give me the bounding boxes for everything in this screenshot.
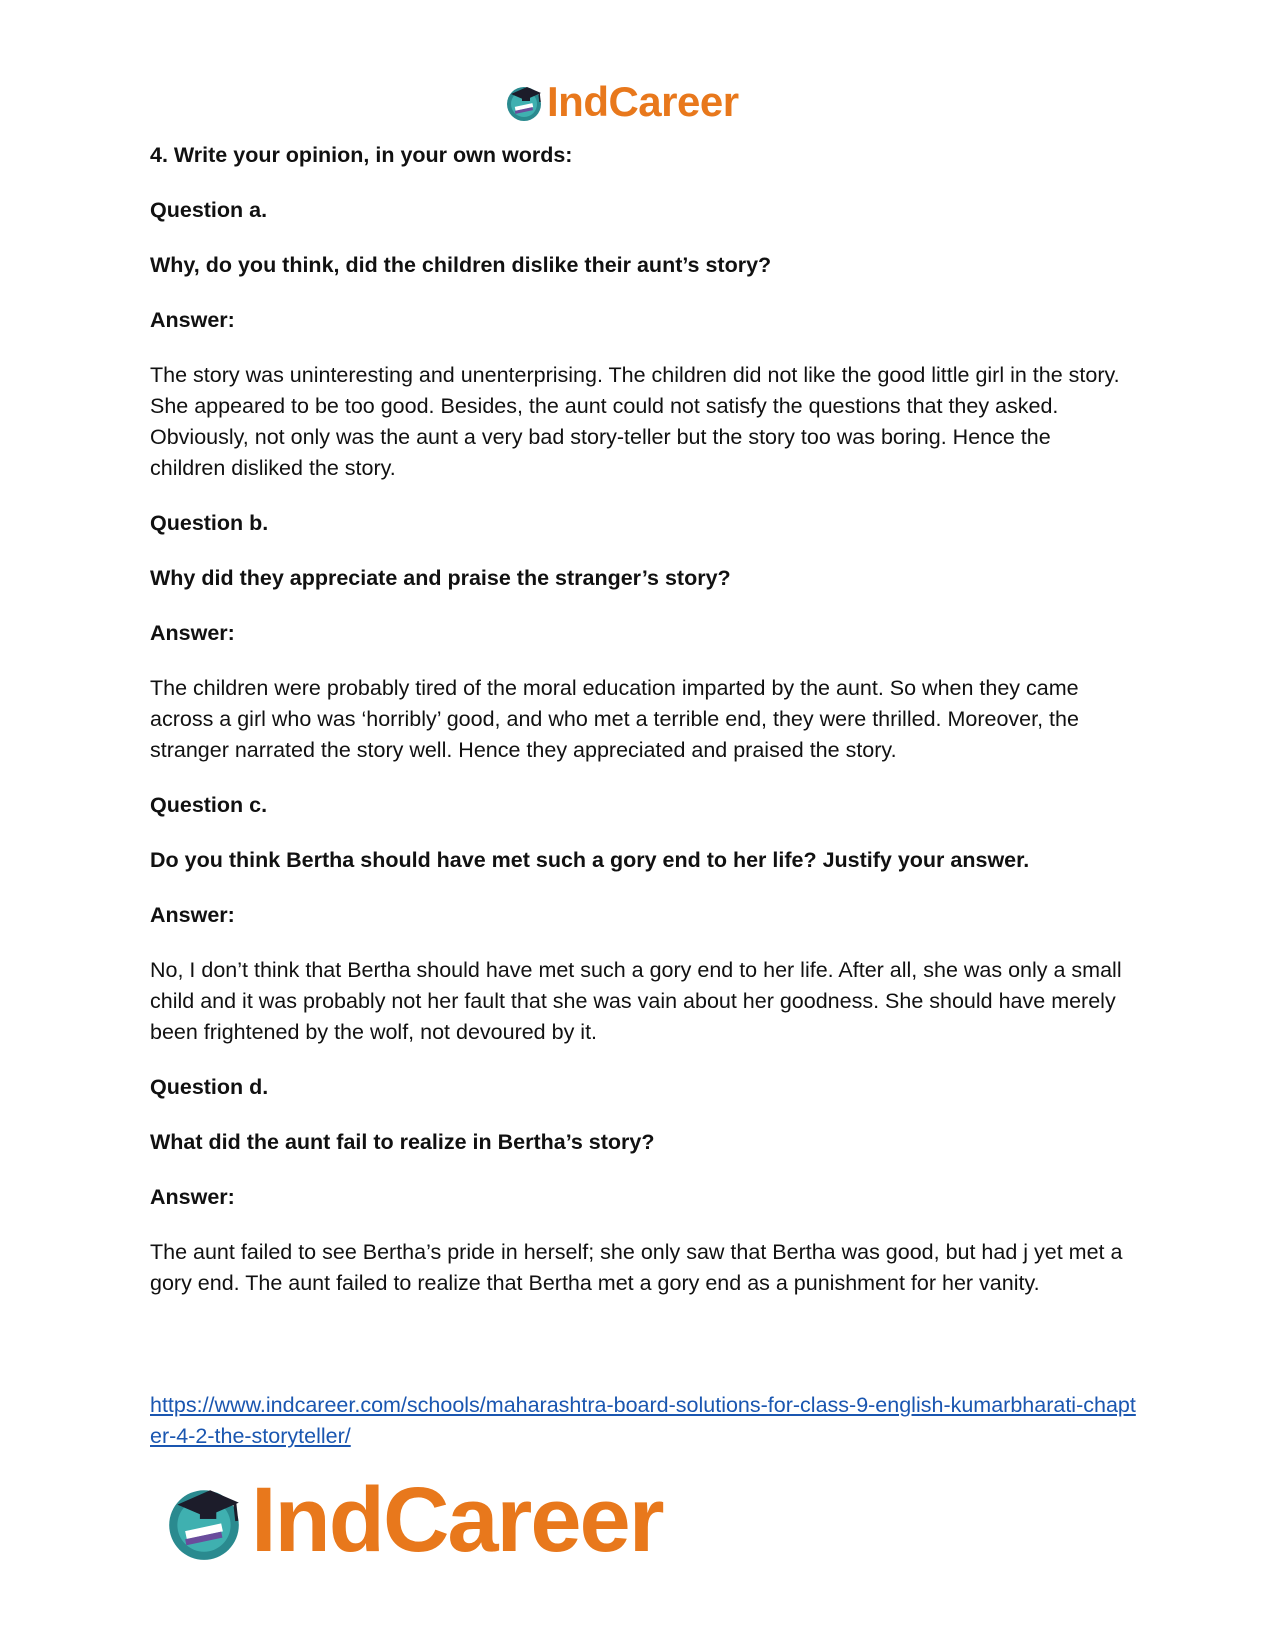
question-label: Question a. [150, 198, 268, 222]
answer-label: Answer: [150, 308, 235, 332]
question-label: Question b. [150, 511, 269, 535]
answer-text: The story was uninteresting and unenterprising. The children did not like the good little girl in the story. She appeared to be too good. Besides, the aunt could not satisfy the questions that they asked. Obviously, not only was the aunt a very bad story-teller but the story too was boring. Hence the children disliked the story. [150, 363, 1120, 480]
footer-logo [161, 1468, 663, 1573]
answer-label: Answer: [150, 903, 235, 927]
question-label: Question c. [150, 793, 268, 817]
question-label: Question d. [150, 1075, 269, 1099]
logo-text: IndCareer [251, 1469, 663, 1571]
source-link[interactable]: https://www.indcareer.com/schools/maharashtra-board-solutions-for-class-9-english-kumarbharati-chapter-4-2-the-storyteller/ [150, 1393, 1136, 1448]
question-text: Do you think Bertha should have met such a gory end to her life? Justify your answer. [150, 848, 1030, 872]
question-text: What did the aunt fail to realize in Bertha’s story? [150, 1130, 655, 1154]
graduation-globe-icon [503, 81, 545, 123]
answer-text: No, I don’t think that Bertha should have met such a gory end to her life. After all, she was only a small child and it was probably not her fault that she was vain about her goodness. She should have merely been frightened by the wolf, not devoured by it. [150, 958, 1122, 1044]
answer-label: Answer: [150, 1185, 235, 1209]
header-logo [503, 78, 739, 126]
logo-text: IndCareer [547, 78, 739, 125]
question-text: Why, do you think, did the children dislike their aunt’s story? [150, 253, 772, 277]
answer-text: The aunt failed to see Bertha’s pride in herself; she only saw that Bertha was good, but had j yet met a gory end. The aunt failed to realize that Bertha met a gory end as a punishment for her vanity. [150, 1240, 1123, 1295]
document-body [150, 140, 1130, 1323]
question-text: Why did they appreciate and praise the stranger’s story? [150, 566, 731, 590]
graduation-globe-icon [161, 1478, 247, 1564]
section-heading: 4. Write your opinion, in your own words: [150, 143, 573, 167]
answer-text: The children were probably tired of the moral education imparted by the aunt. So when they came across a girl who was ‘horribly’ good, and who met a terrible end, they were thrilled. Moreover, the stranger narrated the story well. Hence they appreciated and praised the story. [150, 676, 1079, 762]
answer-label: Answer: [150, 621, 235, 645]
